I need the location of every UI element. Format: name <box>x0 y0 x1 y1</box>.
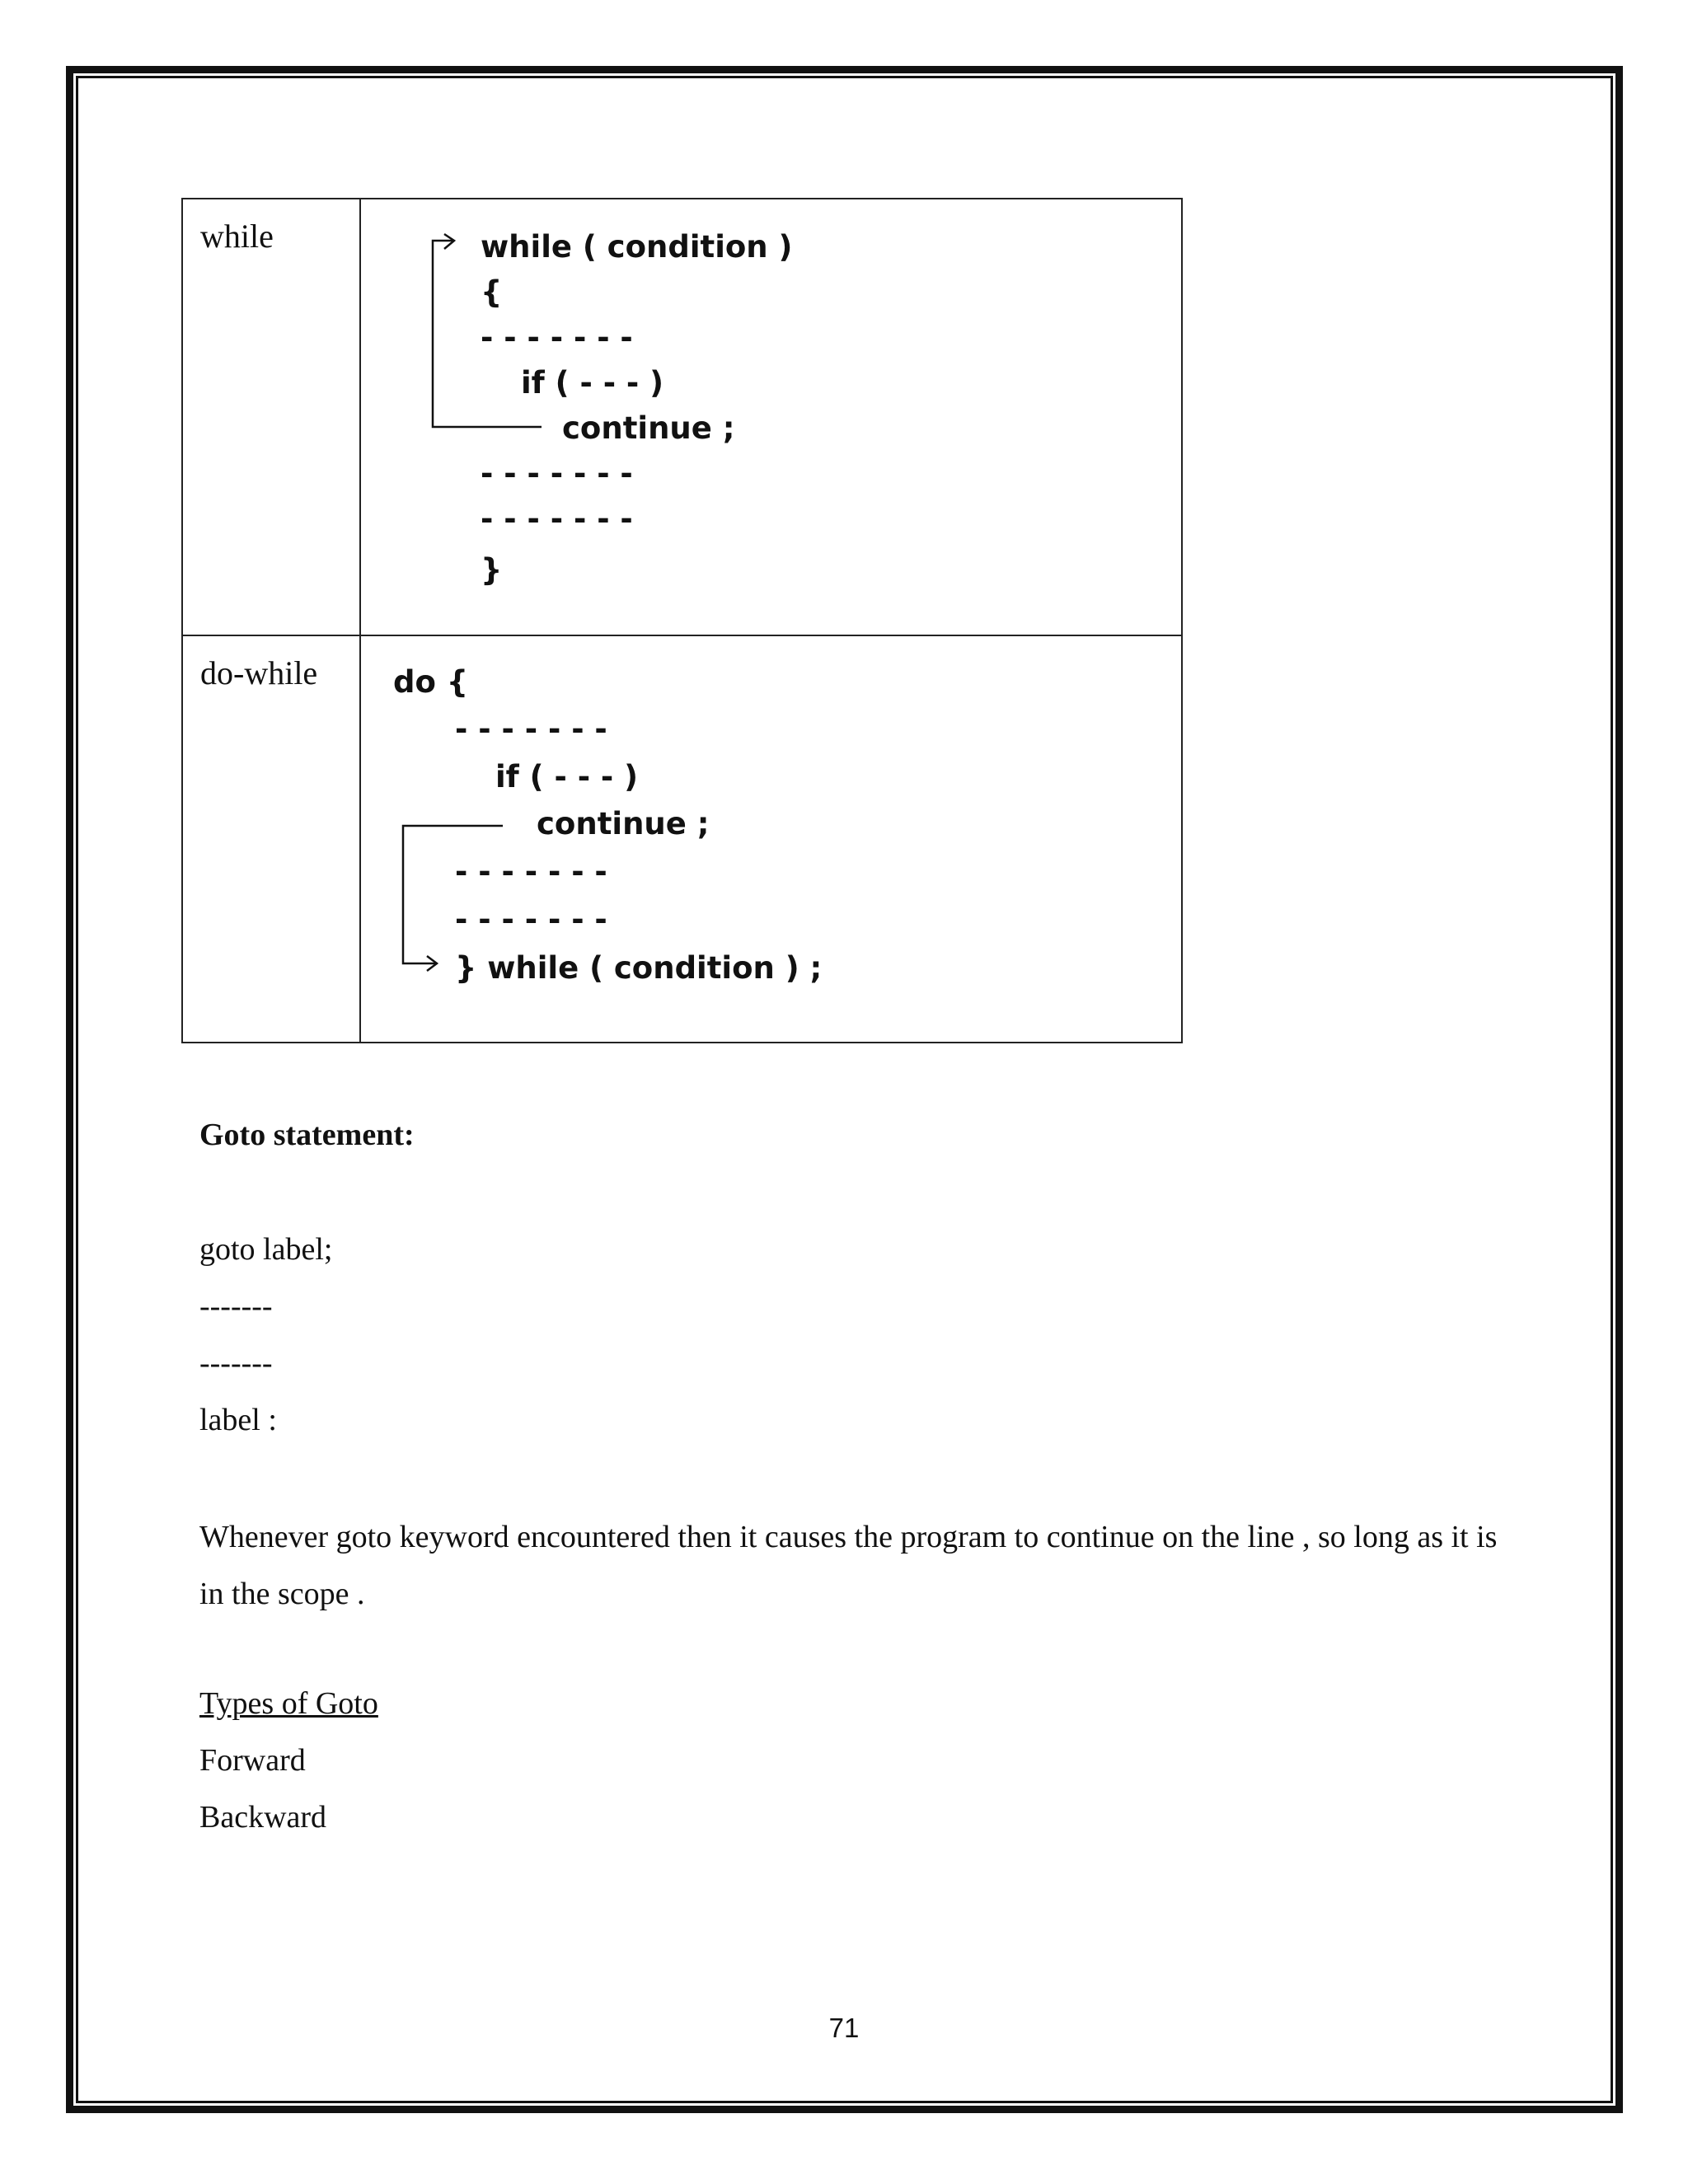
code-line: if ( - - - ) <box>521 365 664 401</box>
goto-type-item: Forward <box>199 1743 306 1778</box>
goto-syntax-line: label : <box>199 1403 277 1437</box>
keyword-label-do-while: do-while <box>200 654 318 691</box>
table-cell-code <box>360 199 1182 635</box>
goto-heading: Goto statement: <box>199 1118 415 1152</box>
while-continue-diagram <box>361 199 1184 636</box>
goto-syntax-line: goto label; <box>199 1232 333 1267</box>
continue-loop-table <box>181 198 1183 1043</box>
code-line: continue ; <box>537 806 710 841</box>
goto-syntax-line: ------- <box>199 1289 273 1324</box>
table-cell-keyword <box>182 199 360 635</box>
keyword-label-while: while <box>200 218 274 255</box>
continue-flow-arrow <box>403 826 503 971</box>
goto-description: Whenever goto keyword encountered then it causes the program to continue on the line , so long as it is in the scope . <box>199 1520 1498 1611</box>
code-line: - - - - - - - <box>455 902 607 937</box>
code-line: - - - - - - - <box>481 320 633 355</box>
types-of-goto-heading: Types of Goto <box>199 1686 378 1721</box>
goto-type-item: Backward <box>199 1800 327 1835</box>
code-line: - - - - - - - <box>481 501 633 537</box>
goto-syntax-line: ------- <box>199 1346 273 1380</box>
code-line: - - - - - - - <box>455 854 607 889</box>
code-line: - - - - - - - <box>481 456 633 491</box>
code-line: continue ; <box>562 410 735 446</box>
table-cell-keyword <box>182 635 360 1043</box>
code-line: - - - - - - - <box>455 711 607 747</box>
table-row-while <box>182 199 1182 635</box>
code-line: while ( condition ) <box>481 229 793 265</box>
table-cell-code <box>360 635 1182 1043</box>
table-row-do-while <box>182 635 1182 1043</box>
code-line: do { <box>393 664 469 700</box>
code-line: } <box>481 552 503 588</box>
code-line: { <box>481 274 503 310</box>
code-line: if ( - - - ) <box>495 759 639 794</box>
do-while-continue-diagram <box>361 636 1184 1043</box>
code-line: } while ( condition ) ; <box>455 950 823 986</box>
page-number: 71 <box>828 2013 860 2043</box>
